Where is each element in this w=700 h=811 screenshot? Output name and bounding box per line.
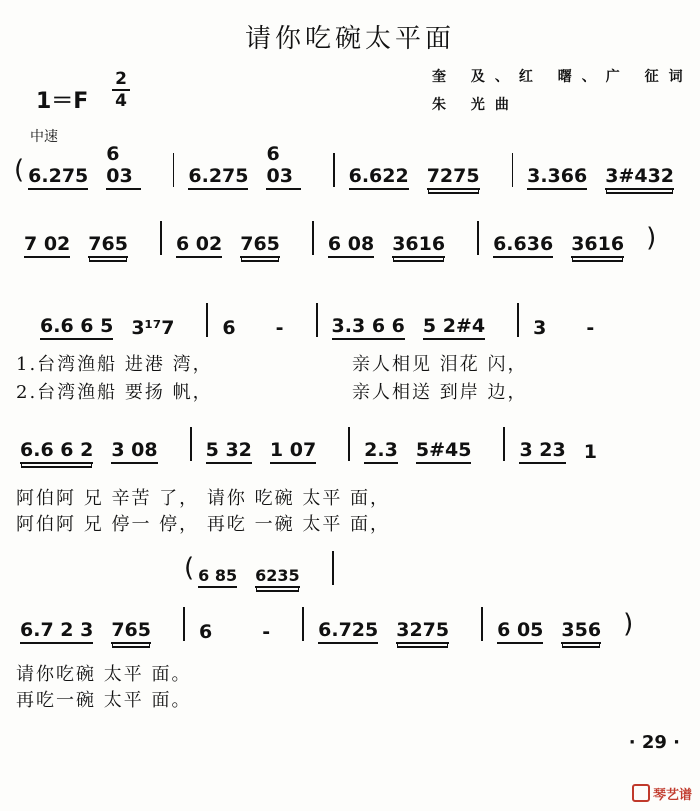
- note-group: 3#432: [605, 165, 674, 190]
- note-group: 765: [240, 233, 280, 258]
- bar-line: [333, 153, 335, 187]
- staff-interlude: [180, 548, 380, 588]
- tempo-marking: 中速: [30, 129, 58, 145]
- note-group: 6 08: [328, 233, 374, 258]
- logo-icon: [632, 784, 650, 802]
- note-group: 3616: [571, 233, 624, 258]
- note-group: 6235: [255, 566, 300, 588]
- bar-line: [348, 427, 350, 461]
- note-group: 6 02: [176, 233, 222, 258]
- lyric-verse2-a: 2.台湾渔船 要扬 帆，: [16, 382, 213, 403]
- note-group: 3 23: [519, 439, 565, 464]
- page-number: · 29 ·: [628, 732, 680, 753]
- music-credit: 朱 光曲: [432, 97, 519, 113]
- note-group: 3.3 6 6: [332, 315, 405, 340]
- bar-line: [332, 551, 334, 585]
- paren-close: ): [646, 223, 657, 253]
- note-group: 6.7 2 3: [20, 619, 93, 644]
- watermark-text: 琴艺谱: [652, 788, 692, 803]
- bar-line: [206, 303, 208, 337]
- note-group: 3¹⁷7: [131, 317, 175, 339]
- bar-line: [190, 427, 192, 461]
- note-group: 6 03: [266, 143, 301, 190]
- note-group: 6 85: [198, 566, 237, 588]
- bar-line: [316, 303, 318, 337]
- note-group: 2.3: [364, 439, 398, 464]
- note-group: 3.366: [527, 165, 587, 190]
- paren-open: (: [14, 155, 25, 185]
- note-group: 6.636: [493, 233, 553, 258]
- lyric-verse1-a: 1.台湾渔船 进港 湾，: [16, 354, 213, 375]
- note: 1: [583, 441, 597, 463]
- note-group: 6.725: [318, 619, 378, 644]
- note-group: 1 07: [270, 439, 316, 464]
- note-group: 765: [111, 619, 151, 644]
- lyrics-credit: 奎 及、红 曙、广 征词: [432, 69, 693, 85]
- note-group: 5 32: [206, 439, 252, 464]
- note-group: 6.275: [28, 165, 88, 190]
- note-group: 6.6 6 2: [20, 439, 93, 464]
- dash: -: [262, 621, 271, 643]
- note-group: 6.6 6 5: [40, 315, 113, 340]
- time-signature-bottom: 4: [115, 91, 127, 111]
- note-group: 6 03: [106, 143, 141, 190]
- note: 6: [199, 621, 213, 643]
- bar-line: [160, 221, 162, 255]
- staff-verse-2: [10, 424, 692, 464]
- staff-intro-2: [10, 218, 692, 258]
- bar-line: [503, 427, 505, 461]
- song-title: 请你吃碗太平面: [244, 24, 455, 54]
- staff-verse-3: [10, 604, 692, 644]
- note-group: 6.622: [349, 165, 409, 190]
- dash: -: [586, 317, 595, 339]
- lyric-line-6: 再吃一碗 太平 面。: [16, 690, 192, 711]
- lyric-line-3: 阿伯阿 兄 辛苦 了， 请你 吃碗 太平 面，: [16, 488, 391, 509]
- note-group: 7275: [427, 165, 480, 190]
- note-group: 7 02: [24, 233, 70, 258]
- staff-verse-1: [10, 300, 692, 340]
- paren-open: (: [184, 553, 195, 583]
- note: 3: [533, 317, 547, 339]
- note-group: 6.275: [188, 165, 248, 190]
- bar-line: [183, 607, 185, 641]
- note-group: 3616: [392, 233, 445, 258]
- lyric-line-4: 阿伯阿 兄 停一 停， 再吃 一碗 太平 面，: [16, 514, 391, 535]
- bar-line: [517, 303, 519, 337]
- staff-intro-1: [10, 143, 692, 190]
- note: 6: [222, 317, 236, 339]
- bar-line: [477, 221, 479, 255]
- note-group: 356: [561, 619, 601, 644]
- key-signature: 1＝F: [36, 89, 89, 114]
- note-group: 6 05: [497, 619, 543, 644]
- time-signature: [112, 70, 130, 110]
- paren-close: ): [623, 609, 634, 639]
- lyric-verse2-b: 亲人相送 到岸 边，: [352, 382, 528, 403]
- note-group: 5 2#4: [423, 315, 485, 340]
- note-group: 3275: [396, 619, 449, 644]
- watermark-logo: [632, 784, 692, 803]
- note-group: 765: [88, 233, 128, 258]
- time-signature-top: 2: [115, 69, 127, 89]
- lyric-line-5: 请你吃碗 太平 面。: [16, 664, 192, 685]
- bar-line: [512, 153, 514, 187]
- note-group: 5#45: [416, 439, 472, 464]
- bar-line: [173, 153, 175, 187]
- note-group: 3 08: [111, 439, 157, 464]
- dash: -: [275, 317, 284, 339]
- bar-line: [312, 221, 314, 255]
- lyric-verse1-b: 亲人相见 泪花 闪，: [352, 354, 528, 375]
- bar-line: [302, 607, 304, 641]
- bar-line: [481, 607, 483, 641]
